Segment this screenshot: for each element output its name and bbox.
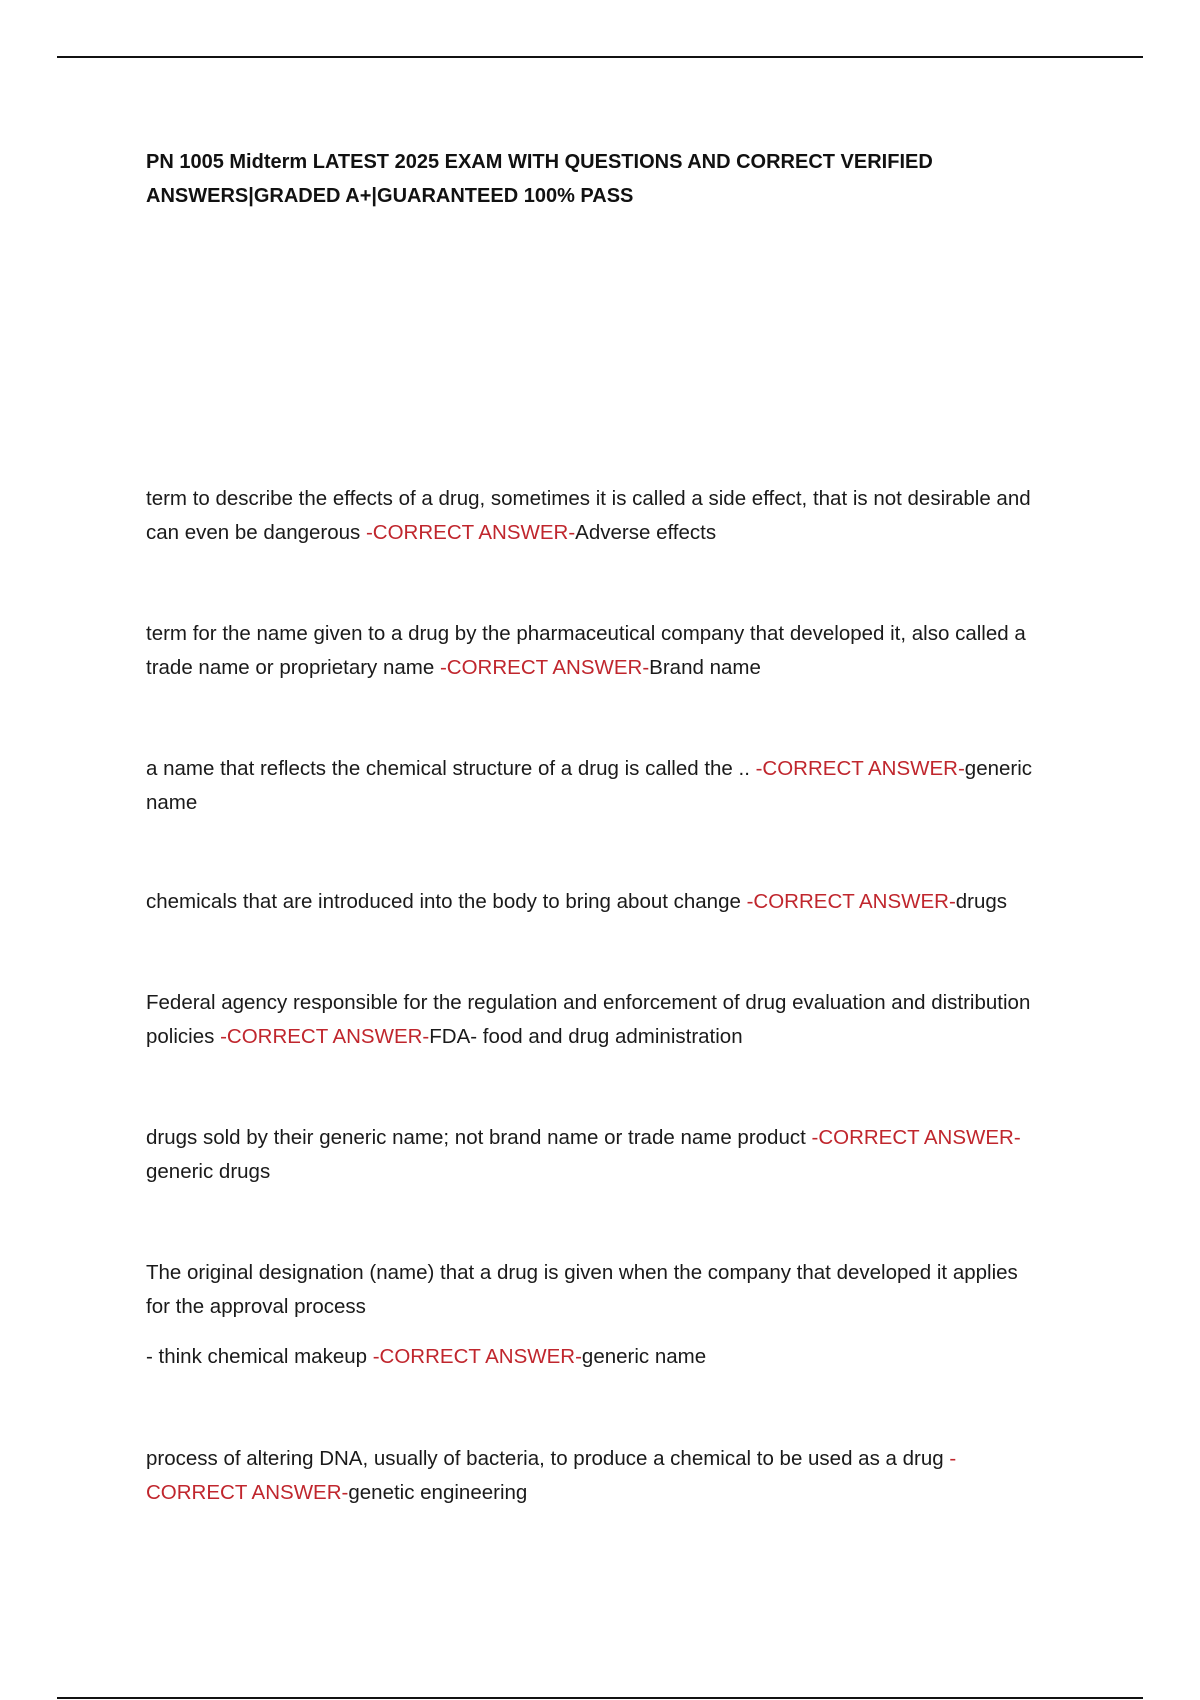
answer-text: Adverse effects [575,521,717,544]
answer-text: drugs [955,890,1008,913]
answer-text: generic drugs [146,1160,271,1183]
question-text: process of altering DNA, usually of bacteria, to produce a chemical to be used as a drug [146,1447,950,1470]
question-text: The original designation (name) that a drug is given when the company that developed it applies for the approval process [146,1261,1018,1318]
qa-item-6 [146,1121,1046,1189]
correct-answer-marker: -CORRECT ANSWER- [146,1447,957,1504]
correct-answer-marker: -CORRECT ANSWER- [220,1025,430,1048]
qa-item-7 [146,1256,1046,1374]
qa-item-1 [146,482,1046,550]
correct-answer-marker: -CORRECT ANSWER- [439,656,650,679]
correct-answer-marker: -CORRECT ANSWER- [811,1126,1021,1149]
question-text: term to describe the effects of a drug, sometimes it is called a side effect, that is not desirable and can even be dangerous [146,487,1031,544]
answer-text: genetic engineering [348,1481,528,1504]
correct-answer-marker: -CORRECT ANSWER- [365,521,576,544]
answer-text: Brand name [649,656,761,679]
qa-item-2 [146,617,1046,685]
question-text: chemicals that are introduced into the body to bring about change [146,890,747,913]
footer-rule [57,1697,1143,1699]
qa-item-3 [146,752,1046,820]
answer-text: generic name [146,757,1033,814]
correct-answer-marker: -CORRECT ANSWER- [372,1345,582,1368]
hint-text: - think chemical makeup [146,1345,373,1368]
correct-answer-marker: -CORRECT ANSWER- [755,757,965,780]
qa-item-5 [146,986,1046,1054]
answer-text: FDA- food and drug administration [429,1025,743,1048]
question-text: a name that reflects the chemical structure of a drug is called the .. [146,757,756,780]
qa-item-8 [146,1442,1046,1510]
document-title: PN 1005 Midterm LATEST 2025 EXAM WITH QUESTIONS AND CORRECT VERIFIED ANSWERS|GRADED A+|GUARANTEED 100% PASS [146,151,933,207]
qa-item-4 [146,885,1046,919]
header-rule [57,56,1143,58]
question-text: Federal agency responsible for the regulation and enforcement of drug evaluation and distribution policies [146,991,1031,1048]
answer-text: generic name [581,1345,707,1368]
question-text: drugs sold by their generic name; not brand name or trade name product [146,1126,812,1149]
question-text: term for the name given to a drug by the pharmaceutical company that developed it, also called a trade name or proprietary name [146,622,1026,679]
question-hint [146,1340,1046,1374]
correct-answer-marker: -CORRECT ANSWER- [746,890,956,913]
